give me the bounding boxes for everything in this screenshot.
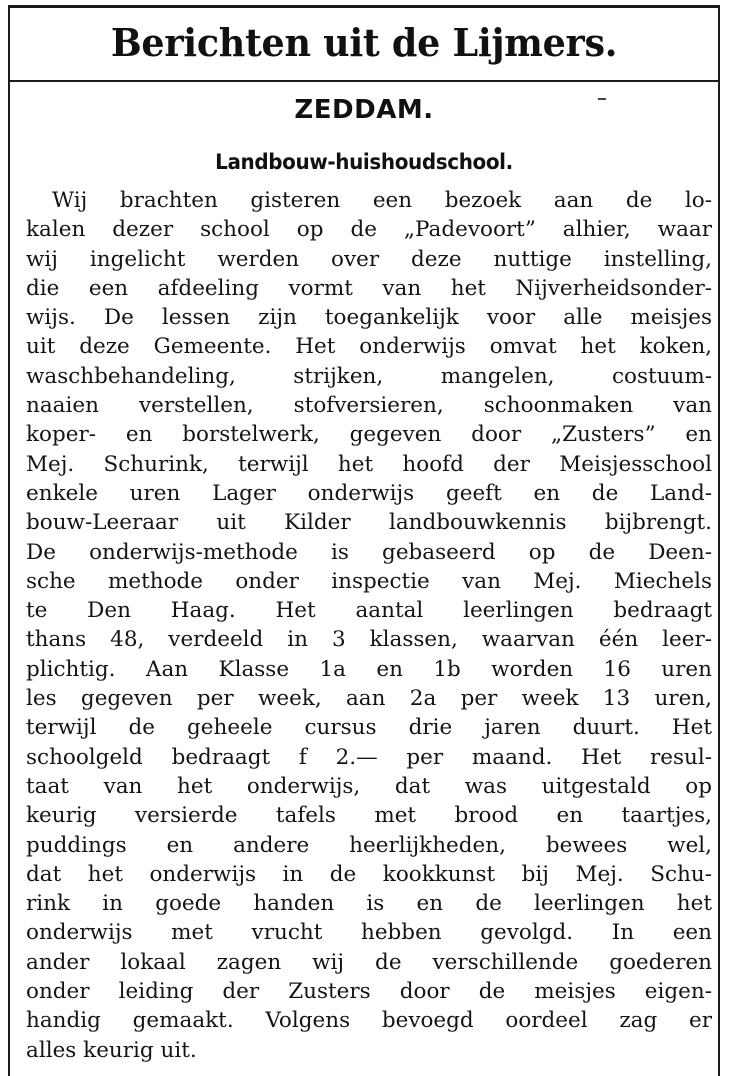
body-line: uit deze Gemeente. Het onderwijs omvat het koken, xyxy=(26,334,712,360)
body-line: wij ingelicht werden over deze nuttige instelling, xyxy=(26,246,712,272)
body-line: terwijl de geheele cursus drie jaren duurt. Het xyxy=(26,715,712,741)
top-border-rule xyxy=(8,5,720,8)
section-title: Berichten uit de Lijmers. xyxy=(110,20,618,65)
right-border-rule xyxy=(718,5,720,1076)
body-line: onder leiding der Zusters door de meisjes eigen- xyxy=(26,979,712,1005)
body-line: bouw-Leeraar uit Kilder landbouwkennis bijbrengt. xyxy=(26,510,712,536)
body-line: naaien verstellen, stofversieren, schoonmaken van xyxy=(26,393,712,419)
body-line: handig gemaakt. Volgens bevoegd oordeel zag er xyxy=(26,1008,712,1034)
body-line: keurig versierde tafels met brood en taartjes, xyxy=(26,803,712,829)
body-line: waschbehandeling, strijken, mangelen, costuum- xyxy=(26,363,712,389)
body-line: les gegeven per week, aan 2a per week 13 uren, xyxy=(26,686,712,712)
body-line: ander lokaal zagen wij de verschillende goederen xyxy=(26,949,712,975)
body-line: koper- en borstelwerk, gegeven door „Zusters” en xyxy=(26,422,712,448)
body-line: dat het onderwijs in de kookkunst bij Mej. Schu- xyxy=(26,861,712,887)
body-line: onderwijs met vrucht hebben gevolgd. In een xyxy=(26,920,712,946)
left-border-rule xyxy=(8,5,10,1076)
body-line: rink in goede handen is en de leerlingen het xyxy=(26,891,712,917)
body-line: wijs. De lessen zijn toegankelijk voor alle meisjes xyxy=(26,305,712,331)
body-line: kalen dezer school op de „Padevoort” alhier, waar xyxy=(26,217,712,243)
body-line: puddings en andere heerlijkheden, bewees wel, xyxy=(26,832,712,858)
body-line: plichtig. Aan Klasse 1a en 1b worden 16 uren xyxy=(26,656,712,682)
body-line: enkele uren Lager onderwijs geeft en de Land- xyxy=(26,480,712,506)
title-divider xyxy=(8,80,720,82)
place-heading: ZEDDAM. xyxy=(294,95,434,125)
body-line: taat van het onderwijs, dat was uitgestald op xyxy=(26,773,712,799)
body-line: schoolgeld bedraagt f 2.— per maand. Het resul- xyxy=(26,744,712,770)
article-body xyxy=(26,186,712,1065)
body-line: thans 48, verdeeld in 3 klassen, waarvan één leer- xyxy=(26,627,712,653)
body-line: sche methode onder inspectie van Mej. Miechels xyxy=(26,568,712,594)
body-line: te Den Haag. Het aantal leerlingen bedraagt xyxy=(26,598,712,624)
article-headline: Landbouw-huishoudschool. xyxy=(215,150,513,174)
body-line: die een afdeeling vormt van het Nijverheidsonder- xyxy=(26,275,712,301)
body-line: alles keurig uit. xyxy=(26,1037,197,1063)
body-line: De onderwijs-methode is gebaseerd op de Deen- xyxy=(26,539,712,565)
body-line: Mej. Schurink, terwijl het hoofd der Meisjesschool xyxy=(26,451,712,477)
body-line: Wij brachten gisteren een bezoek aan de lo- xyxy=(52,188,712,213)
print-speck xyxy=(598,98,606,100)
